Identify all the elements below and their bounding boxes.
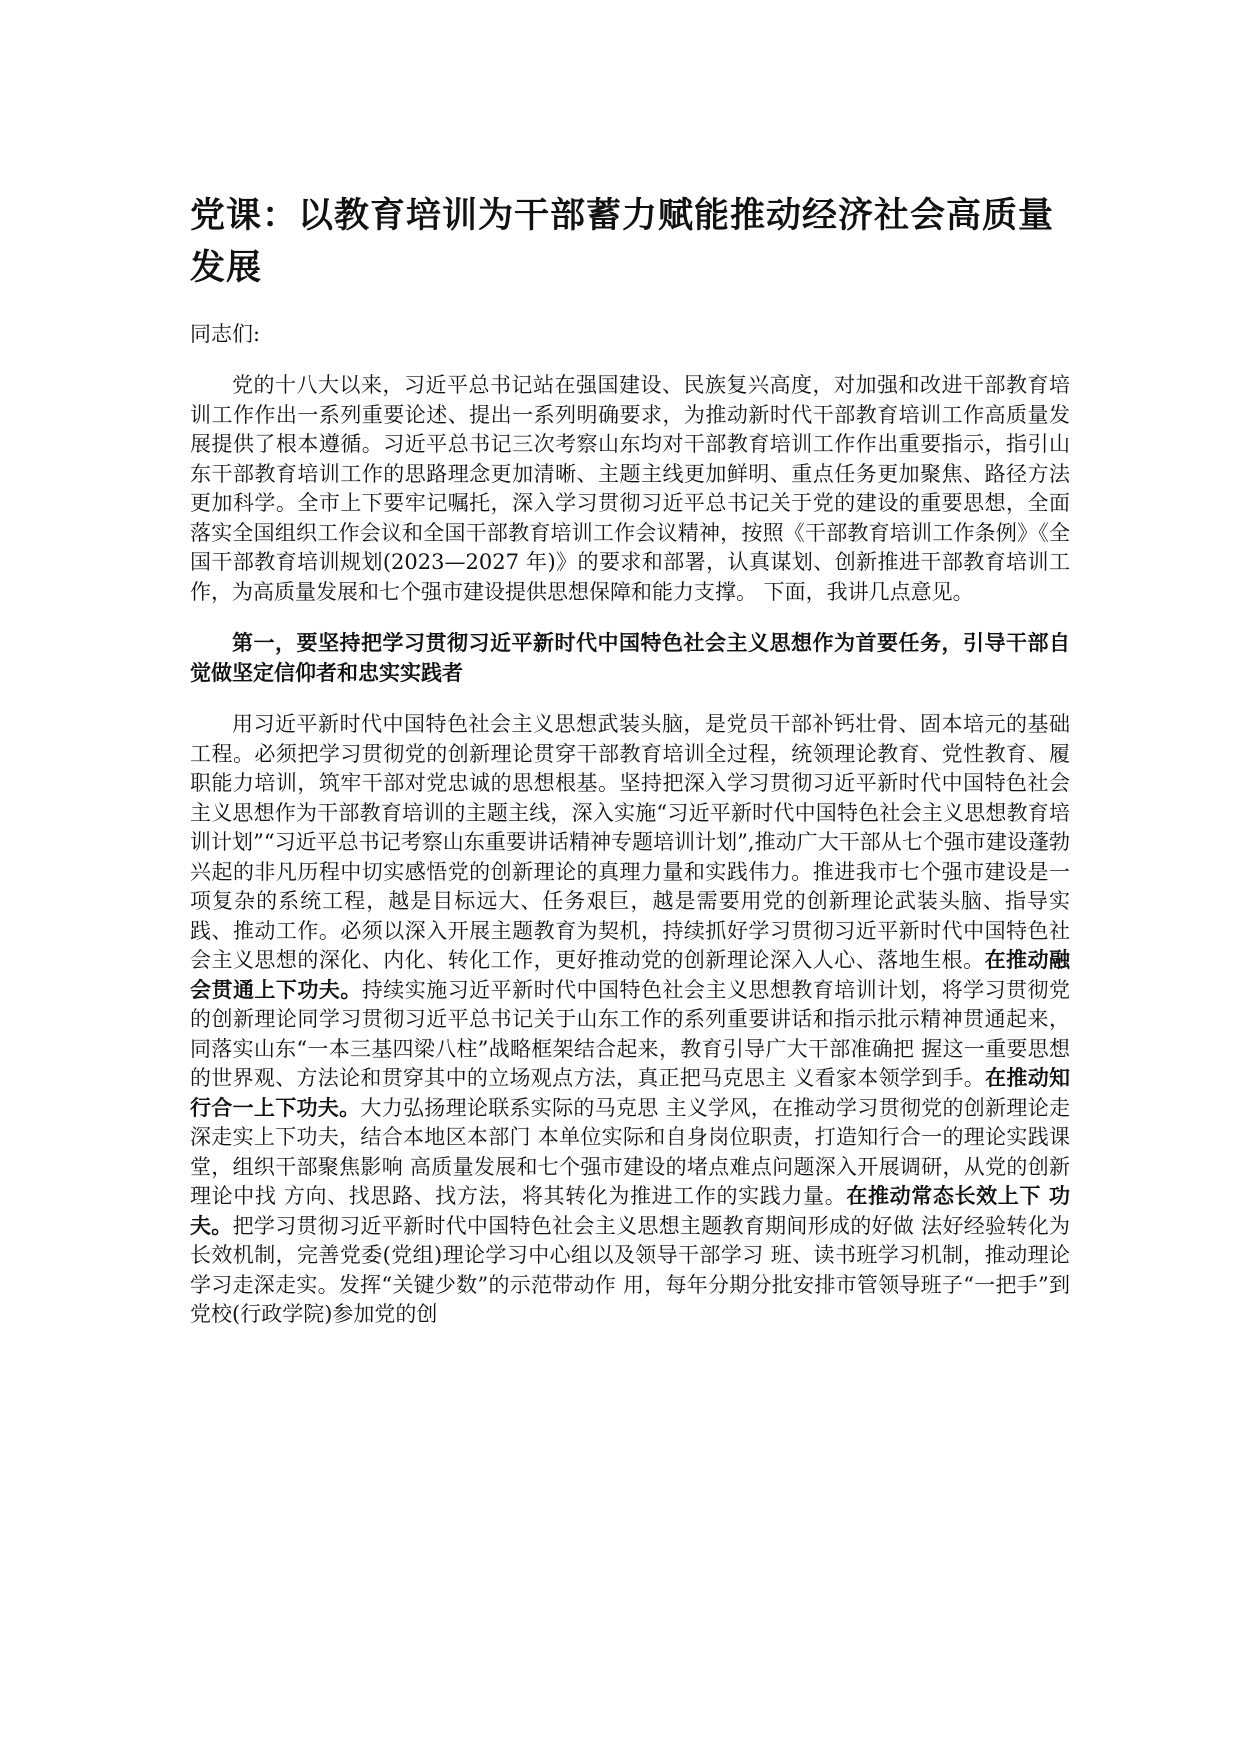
section-heading-1: 第一，要坚持把学习贯彻习近平新时代中国特色社会主义思想作为首要任务，引导干部自觉做坚定信仰者和忠实实践者 [190,631,1070,685]
section-1-bold-3: 在推动常态长效上下 功夫。 [190,1184,1070,1238]
section-1-paragraph [190,710,1070,1330]
section-1-bold-2: 在推动知行合一上下功夫。 [190,1066,1071,1120]
section-1-text-4: 把学习贯彻习近平新时代中国特色社会主义思想主题教育期间形成的好做 法好经验转化为长效机制，完善党委(党组)理论学习中心组以及领导干部学习 班、读书班学习机制，推动理论学习走深走实。发挥“关键少数”的示范带动作 用，每年分期分批安排市管领导班子“一把手”到党校(行政学院)参加党的创 [190,1213,1071,1326]
section-1-text-3: 大力弘扬理论联系实际的马克思 主义学风，在推动学习贯彻党的创新理论走深走实上下功夫，结合本地区本部门 本单位实际和自身岗位职责，打造知行合一的理论实践课堂，组织干部聚焦影响 高质量发展和七个强市建设的堵点难点问题深入开展调研，从党的创新理论中找 方向、找思路、找方法，将其转化为推进工作的实践力量。 [190,1095,1070,1208]
section-1-text-1: 用习近平新时代中国特色社会主义思想武装头脑，是党员干部补钙壮骨、固本培元的基础工程。必须把学习贯彻党的创新理论贯穿干部教育培训全过程，统领理论教育、党性教育、履职能力培训，筑牢干部对党忠诚的思想根基。坚持把深入学习贯彻习近平新时代中国特色社会主义思想作为干部教育培训的主题主线，深入实施“习近平新时代中国特色社会主义思想教育培训计划”“习近平总书记考察山东重要讲话精神专题培训计划”,推动广大干部从七个强市建设蓬勃兴起的非凡历程中切实感悟党的创新理论的真理力量和实践伟力。推进我市七个强市建设是一项复杂的系统工程，越是目标远大、任务艰巨，越是需要用党的创新理论武装头脑、指导实践、推动工作。必须以深入开展主题教育为契机，持续抓好学习贯彻习近平新时代中国特色社会主义思想的深化、内化、转化工作，更好推动党的创新理论深入人心、落地生根。 [190,712,1070,972]
section-1-text-2: 持续实施习近平新时代中国特色社会主义思想教育培训计划，将学习贯彻党的创新理论同学习贯彻习近平总书记关于山东工作的系列重要讲话和指示批示精神贯通起来， 同落实山东“一本三基四梁八柱”战略框架结合起来，教育引导广大干部准确把 握这一重要思想的世界观、方法论和贯穿其中的立场观点方法，真正把马克思主 义看家本领学到手。 [190,977,1071,1090]
document-body [190,190,1070,1352]
intro-paragraph: 党的十八大以来，习近平总书记站在强国建设、民族复兴高度，对加强和改进干部教育培训工作作出一系列重要论述、提出一系列明确要求，为推动新时代干部教育培训工作高质量发展提供了根本遵循。习近平总书记三次考察山东均对干部教育培训工作作出重要指示，指引山东干部教育培训工作的思路理念更加清晰、主题主线更加鲜明、重点任务更加聚焦、路径方法更加科学。全市上下要牢记嘱托，深入学习贯彻习近平总书记关于党的建设的重要思想，全面落实全国组织工作会议和全国干部教育培训工作会议精神，按照《干部教育培训工作条例》《全国干部教育培训规划(2023—2027 年)》的要求和部署，认真谋划、创新推进干部教育培训工作，为高质量发展和七个强市建设提供思想保障和能力支撑。 下面，我讲几点意见。 [190,373,1070,604]
salutation: 同志们: [190,322,261,346]
section-1-bold-1: 在推动融会贯通上下功夫。 [190,948,1071,1002]
document-title: 党课：以教育培训为干部蓄力赋能推动经济社会高质量发展 [190,196,1055,288]
